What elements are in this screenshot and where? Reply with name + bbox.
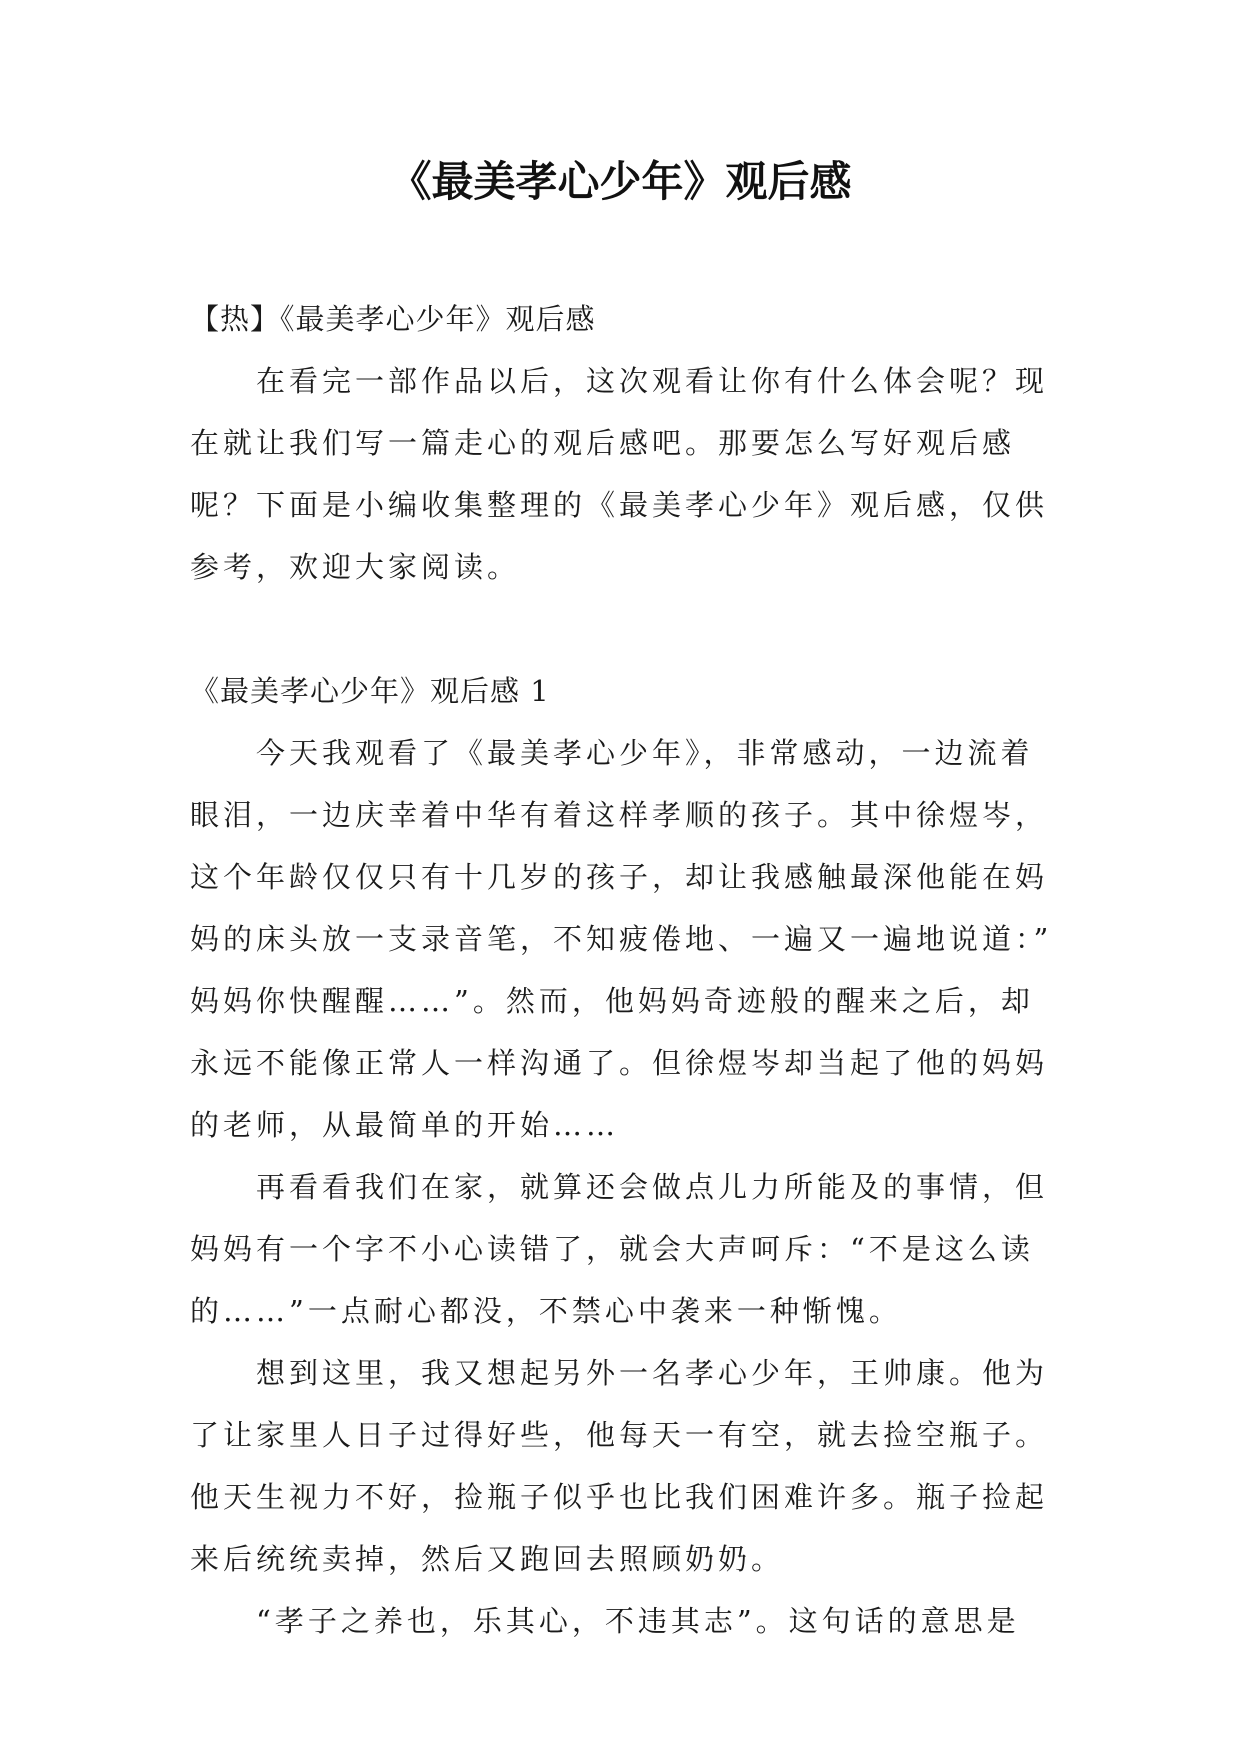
paragraph-line: 再看看我们在家，就算还会做点儿力所能及的事情，但 bbox=[256, 1170, 1049, 1204]
paragraph-line: 的老师，从最简单的开始…… bbox=[190, 1108, 620, 1142]
paragraph-line: 永远不能像正常人一样沟通了。但徐煜岑却当起了他的妈妈 bbox=[190, 1046, 1049, 1080]
intro-heading: 【热】《最美孝心少年》观后感 bbox=[190, 302, 596, 336]
paragraph-line: 妈的床头放一支录音笔，不知疲倦地、一遍又一遍地说道：” bbox=[190, 922, 1053, 956]
paragraph-line: 眼泪，一边庆幸着中华有着这样孝顺的孩子。其中徐煜岑， bbox=[190, 798, 1049, 832]
document-title: 《最美孝心少年》观后感 bbox=[389, 157, 852, 206]
paragraph-line: 了让家里人日子过得好些，他每天一有空，就去捡空瓶子。 bbox=[190, 1418, 1049, 1452]
paragraph-line: “孝子之养也，乐其心，不违其志”。这句话的意思是 bbox=[256, 1604, 1020, 1638]
intro-line: 在看完一部作品以后，这次观看让你有什么体会呢？现 bbox=[256, 364, 1049, 398]
intro-line: 呢？下面是小编收集整理的《最美孝心少年》观后感，仅供 bbox=[190, 488, 1049, 522]
paragraph-line: 的……”一点耐心都没，不禁心中袭来一种惭愧。 bbox=[190, 1294, 902, 1328]
paragraph-line: 来后统统卖掉，然后又跑回去照顾奶奶。 bbox=[190, 1542, 785, 1576]
intro-line: 在就让我们写一篇走心的观后感吧。那要怎么写好观后感 bbox=[190, 426, 1016, 460]
paragraph-line: 妈妈有一个字不小心读错了，就会大声呵斥：“不是这么读 bbox=[190, 1232, 1034, 1266]
paragraph-line: 想到这里，我又想起另外一名孝心少年，王帅康。他为 bbox=[256, 1356, 1049, 1390]
paragraph-line: 他天生视力不好，捡瓶子似乎也比我们困难许多。瓶子捡起 bbox=[190, 1480, 1049, 1514]
intro-line: 参考，欢迎大家阅读。 bbox=[190, 550, 521, 584]
paragraph-line: 今天我观看了《最美孝心少年》，非常感动，一边流着 bbox=[256, 736, 1034, 770]
section-heading: 《最美孝心少年》观后感 1 bbox=[190, 674, 550, 708]
paragraph-line: 妈妈你快醒醒……”。然而，他妈妈奇迹般的醒来之后，却 bbox=[190, 984, 1034, 1018]
document-body bbox=[190, 288, 1060, 1652]
paragraph-gap bbox=[190, 598, 1060, 660]
paragraph-line: 这个年龄仅仅只有十几岁的孩子，却让我感触最深他能在妈 bbox=[190, 860, 1049, 894]
